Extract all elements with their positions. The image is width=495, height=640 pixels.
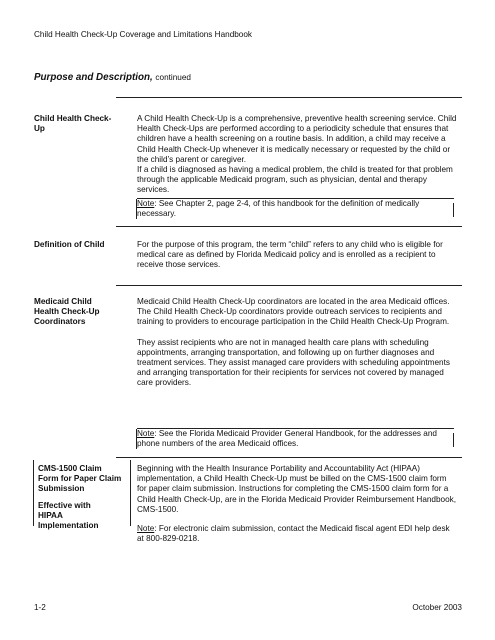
section-title <box>34 72 191 83</box>
body-child-health-check-up <box>137 114 457 196</box>
label-hipaa: Effective with HIPAA Implementation <box>38 501 99 531</box>
note-paragraph <box>137 524 457 544</box>
body-coordinators <box>137 297 457 389</box>
section-title-text: Purpose and Description, <box>34 72 153 83</box>
note-text: : See Chapter 2, page 2-4, of this handbook for the definition of medically necessary. <box>137 199 420 219</box>
page-number: 1-2 <box>34 603 46 612</box>
section-rule <box>116 457 462 458</box>
note-label: Note <box>137 199 155 208</box>
note-box <box>137 198 454 219</box>
label-coordinators: Medicaid Child Health Check-Up Coordinators <box>34 297 100 327</box>
note-text: : See the Florida Medicaid Provider General Handbook, for the addresses and phone numbers of the area Medicaid offices. <box>137 429 437 449</box>
paragraph: A Child Health Check-Up is a comprehensive, preventive health screening service. Child Health Check-Ups are performed according to a periodicity schedule that ensures that children have a health screening on a routine basis. In addition, a child may receive a Child Health Check-Up whenever it is medically necessary or requested by the child or the child’s parent or caregiver. <box>137 114 457 164</box>
body-cms1500 <box>137 464 457 544</box>
change-bar <box>33 460 34 526</box>
note-box <box>137 428 454 449</box>
note-text: : For electronic claim submission, contact the Medicaid fiscal agent EDI help desk at 800-829-0218. <box>137 524 450 544</box>
paragraph: For the purpose of this program, the term “child” refers to any child who is eligible for medical care as defined by Florida Medicaid policy and is enrolled as a recipient to receive those services. <box>137 240 443 270</box>
label-cms1500: CMS-1500 Claim Form for Paper Claim Submission <box>38 464 122 494</box>
section-continued: continued <box>155 73 191 82</box>
section-rule <box>116 97 462 98</box>
body-definition-of-child <box>137 240 457 271</box>
section-rule <box>116 285 462 286</box>
label-child-health-check-up: Child Health Check-Up <box>34 114 112 134</box>
paragraph: Beginning with the Health Insurance Portability and Accountability Act (HIPAA) implementation, a Child Health Check-Up must be billed on the CMS-1500 claim form for paper claim submission. Instructions for completing the CMS-1500 claim form for a Child Health Check-Up, are in the Florida Medicaid Provider Reimbursement Handbook, CMS-1500. <box>137 464 457 514</box>
note-label: Note <box>137 524 155 534</box>
paragraph: If a child is diagnosed as having a medical problem, the child is treated for that problem through the applicable Medicaid program, such as physician, dental and therapy services. <box>137 165 453 195</box>
section-rule <box>116 226 462 227</box>
change-bar <box>130 460 131 526</box>
footer-date: October 2003 <box>412 603 462 612</box>
paragraph: They assist recipients who are not in managed health care plans with scheduling appointments, arranging transportation, and following up on further diagnoses and treatment services. They assist managed care providers with scheduling appointments and arranging transportation for their recipients for services not covered by managed care providers. <box>137 337 450 388</box>
label-definition-of-child: Definition of Child <box>34 240 105 249</box>
note-label: Note <box>137 429 155 438</box>
paragraph: Medicaid Child Health Check-Up coordinators are located in the area Medicaid offices. The Child Health Check-Up coordinators provide outreach services to recipients and training to providers to encourage participation in the Child Health Check-Up Program. <box>137 297 450 327</box>
running-head: Child Health Check-Up Coverage and Limitations Handbook <box>34 30 252 39</box>
